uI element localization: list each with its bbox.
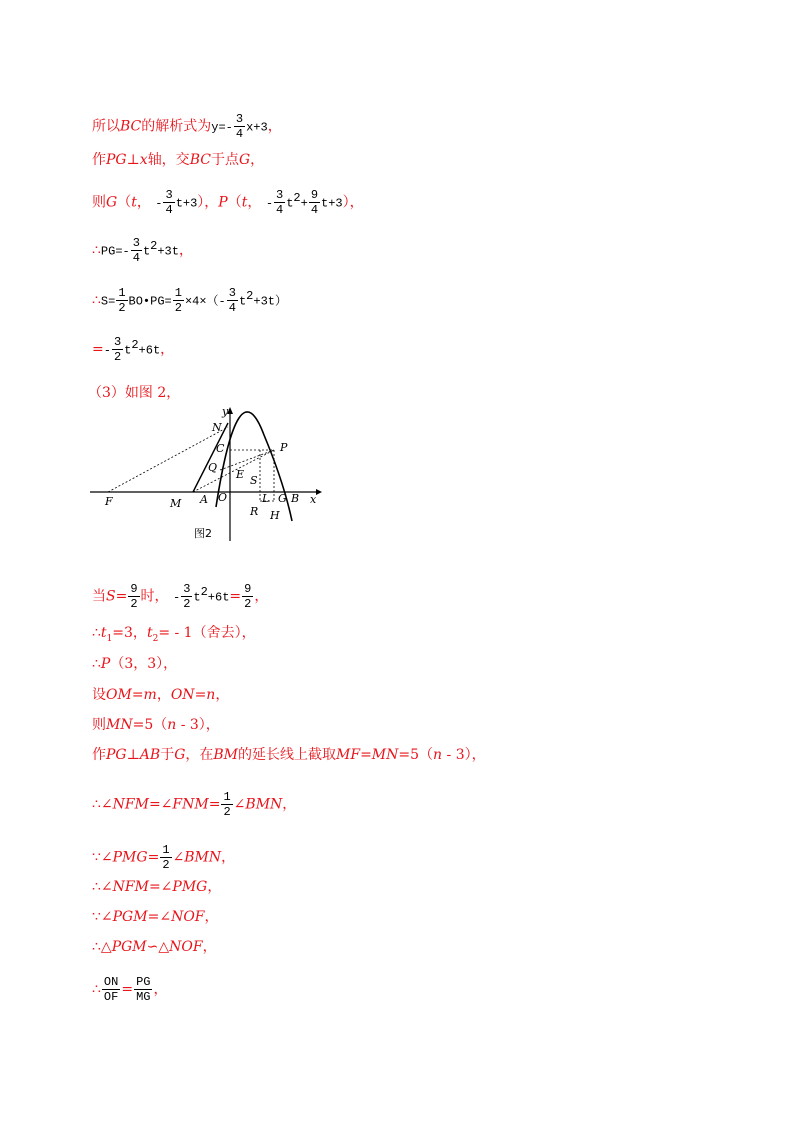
area-result-line: =- $\frac{3}{2}$ $t^2+6t$， bbox=[92, 335, 175, 364]
angle-pgm-line: ∵∠PGM=∠NOF， bbox=[92, 909, 219, 925]
label-o: O bbox=[218, 491, 228, 504]
pg-length-line: ∴PG=- $\frac{3}{4}$ $t^2+3t$， bbox=[92, 236, 193, 265]
fraction: $\frac{9}{4}$ bbox=[310, 188, 319, 217]
label-c: C bbox=[216, 442, 225, 455]
similar-triangles-line: ∴△PGM∽△NOF， bbox=[92, 939, 217, 955]
construct-mf-line: 作PG⊥AB于G，在BM的延长线上截取MF=MN=5（n - 3）， bbox=[92, 747, 486, 763]
fraction: $\frac{1}{2}$ bbox=[118, 286, 126, 315]
equation-y: y=- bbox=[211, 120, 233, 135]
angle-equal-line: ∴∠NFM=∠PMG， bbox=[92, 879, 222, 895]
figure-2-diagram bbox=[88, 405, 328, 545]
figure-caption: 图2 bbox=[194, 527, 212, 540]
label-m: M bbox=[170, 497, 182, 510]
let-om-on-line: 设OM=m，ON=n， bbox=[92, 687, 230, 703]
mn-line: 则MN=5（n - 3）， bbox=[92, 717, 220, 733]
t-solutions-line: $\therefore t_1=3$，$t_2= - 1$（舍去）， bbox=[92, 625, 256, 644]
label-p: P bbox=[280, 441, 288, 454]
label-g: G bbox=[278, 492, 287, 505]
ratio-line: ∴ $\frac{ON}{OF}$ = $\frac{PG}{MG}$ ， bbox=[92, 975, 168, 1004]
bc-equation-line bbox=[92, 112, 282, 141]
fraction: $\frac{3}{4}$ bbox=[276, 188, 284, 217]
fraction: $\frac{3}{2}$ bbox=[183, 582, 191, 611]
label-r: R bbox=[250, 505, 259, 518]
fraction: $\frac{3}{2}$ bbox=[113, 335, 122, 364]
angle-pmg-line: ∵∠PMG= $\frac{1}{2}$ ∠BMN， bbox=[92, 843, 236, 872]
label-e: E bbox=[236, 468, 245, 481]
fraction: $\frac{1}{2}$ bbox=[162, 843, 170, 872]
point-p-line: ∴P（3，3）， bbox=[92, 656, 178, 672]
construct-pg-line: 作PG⊥x轴，交BC于点G， bbox=[92, 152, 265, 168]
fraction: $\frac{1}{2}$ bbox=[174, 286, 182, 315]
label-x: x bbox=[310, 493, 317, 506]
label-f: F bbox=[105, 495, 113, 508]
equation-tail: x+3 bbox=[246, 120, 268, 135]
label-h: H bbox=[270, 509, 280, 522]
var-bc: BC bbox=[120, 118, 142, 135]
line-mn bbox=[193, 423, 228, 492]
line-qp bbox=[220, 450, 274, 470]
text: 所以 bbox=[92, 118, 120, 135]
fraction: $\frac{3}{4}$ bbox=[228, 286, 236, 315]
fraction: $\frac{9}{2}$ bbox=[244, 582, 252, 611]
area-line: ∴S= $\frac{1}{2}$ BO•PG= $\frac{1}{2}$ ×4×（- $\frac{3}{4}$ $t^2+3t$） bbox=[92, 286, 287, 315]
fraction: $\frac{9}{2}$ bbox=[130, 582, 138, 611]
label-a: A bbox=[200, 493, 208, 506]
label-y: y bbox=[222, 405, 229, 418]
coordinates-line: 则G（t， - $\frac{3}{4}$ t+3），P（t， - $\frac{3}{4}$ $t^2+$ $\frac{9}{4}$ t+3）， bbox=[92, 188, 364, 217]
fraction: $\frac{3}{4}$ bbox=[235, 112, 244, 141]
fraction: $\frac{ON}{OF}$ bbox=[103, 975, 119, 1004]
fraction: $\frac{3}{4}$ bbox=[132, 236, 140, 265]
label-b: B bbox=[291, 492, 300, 505]
text: ， bbox=[267, 118, 282, 135]
label-s: S bbox=[250, 474, 258, 487]
s-equals-line: 当S= $\frac{9}{2}$ 时， - $\frac{3}{2}$ $t^2+6t=$ $\frac{9}{2}$ ， bbox=[92, 582, 269, 611]
x-axis-arrow bbox=[316, 489, 322, 495]
part3-heading: （3）如图 2， bbox=[88, 385, 181, 401]
label-l: L bbox=[262, 492, 270, 505]
fraction: $\frac{PG}{MG}$ bbox=[136, 975, 151, 1004]
label-n: N bbox=[212, 421, 222, 434]
text: 的解析式为 bbox=[141, 118, 212, 135]
fraction: $\frac{1}{2}$ bbox=[223, 790, 231, 819]
angle-nfm-line: ∴∠NFM=∠FNM= $\frac{1}{2}$ ∠BMN， bbox=[92, 790, 297, 819]
line-mp bbox=[193, 450, 274, 492]
fraction: $\frac{3}{4}$ bbox=[165, 188, 173, 217]
label-q: Q bbox=[208, 461, 218, 474]
